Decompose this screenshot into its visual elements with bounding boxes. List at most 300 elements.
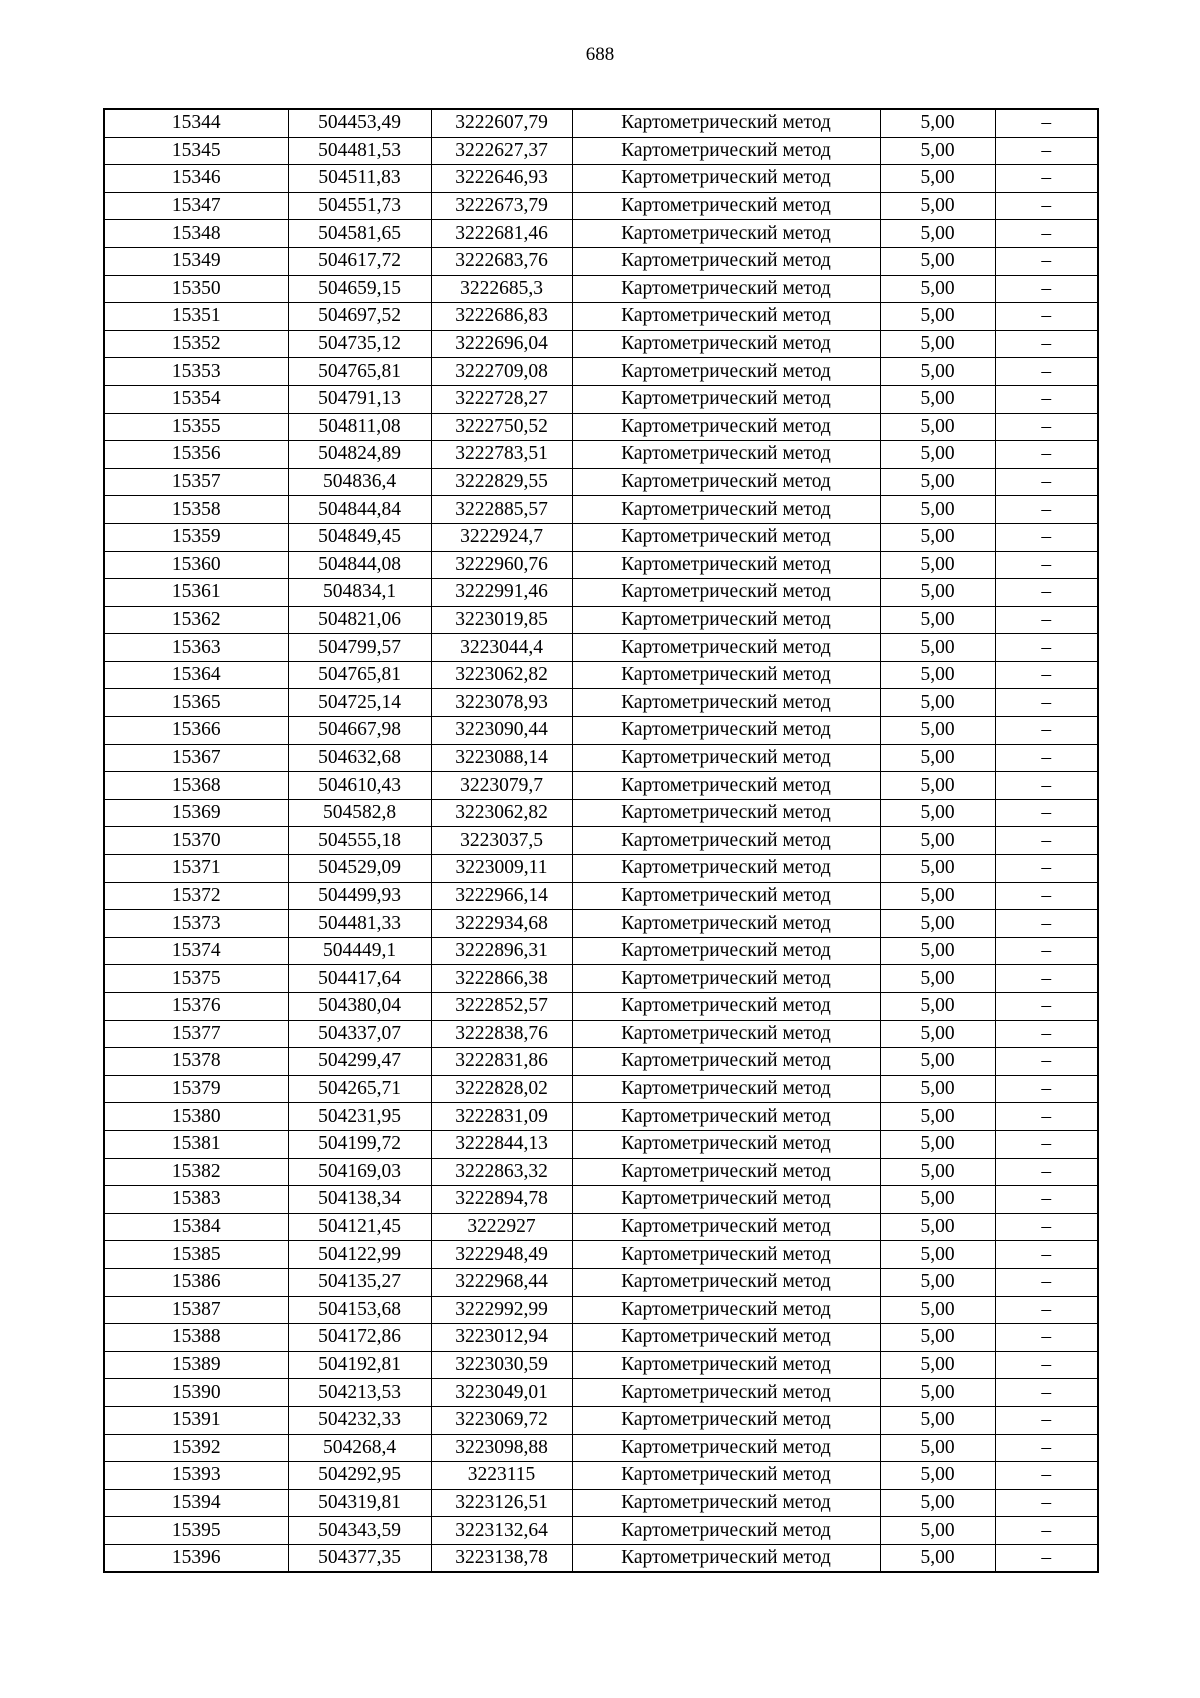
x-coordinate-cell: 504849,45 [288,523,431,551]
note-cell: – [995,965,1098,993]
note-cell: – [995,1048,1098,1076]
method-cell: Картометрический метод [572,965,880,993]
accuracy-cell: 5,00 [880,1075,995,1103]
x-coordinate-cell: 504610,43 [288,772,431,800]
point-number-cell: 15356 [104,441,288,469]
note-cell: – [995,1186,1098,1214]
point-number-cell: 15351 [104,303,288,331]
x-coordinate-cell: 504199,72 [288,1130,431,1158]
note-cell: – [995,1241,1098,1269]
note-cell: – [995,579,1098,607]
x-coordinate-cell: 504582,8 [288,799,431,827]
method-cell: Картометрический метод [572,1048,880,1076]
table-row [104,882,1098,910]
coordinates-table-body [104,109,1098,1572]
point-number-cell: 15372 [104,882,288,910]
y-coordinate-cell: 3222831,86 [431,1048,572,1076]
accuracy-cell: 5,00 [880,689,995,717]
point-number-cell: 15349 [104,247,288,275]
y-coordinate-cell: 3222894,78 [431,1186,572,1214]
note-cell: – [995,1020,1098,1048]
y-coordinate-cell: 3222924,7 [431,523,572,551]
table-row [104,1241,1098,1269]
method-cell: Картометрический метод [572,468,880,496]
y-coordinate-cell: 3222783,51 [431,441,572,469]
accuracy-cell: 5,00 [880,1544,995,1572]
x-coordinate-cell: 504529,09 [288,855,431,883]
method-cell: Картометрический метод [572,1268,880,1296]
table-row [104,109,1098,137]
table-row [104,910,1098,938]
accuracy-cell: 5,00 [880,965,995,993]
table-row [104,358,1098,386]
method-cell: Картометрический метод [572,303,880,331]
note-cell: – [995,882,1098,910]
x-coordinate-cell: 504844,08 [288,551,431,579]
y-coordinate-cell: 3222607,79 [431,109,572,137]
note-cell: – [995,496,1098,524]
method-cell: Картометрический метод [572,358,880,386]
accuracy-cell: 5,00 [880,1406,995,1434]
accuracy-cell: 5,00 [880,744,995,772]
y-coordinate-cell: 3222991,46 [431,579,572,607]
accuracy-cell: 5,00 [880,1462,995,1490]
x-coordinate-cell: 504844,84 [288,496,431,524]
table-row [104,1296,1098,1324]
method-cell: Картометрический метод [572,634,880,662]
point-number-cell: 15352 [104,330,288,358]
point-number-cell: 15376 [104,993,288,1021]
table-row [104,551,1098,579]
y-coordinate-cell: 3223088,14 [431,744,572,772]
x-coordinate-cell: 504765,81 [288,661,431,689]
y-coordinate-cell: 3222627,37 [431,137,572,165]
accuracy-cell: 5,00 [880,1186,995,1214]
x-coordinate-cell: 504581,65 [288,220,431,248]
point-number-cell: 15355 [104,413,288,441]
method-cell: Картометрический метод [572,330,880,358]
y-coordinate-cell: 3223126,51 [431,1489,572,1517]
point-number-cell: 15392 [104,1434,288,1462]
page-number: 688 [585,44,615,65]
note-cell: – [995,137,1098,165]
point-number-cell: 15364 [104,661,288,689]
y-coordinate-cell: 3223079,7 [431,772,572,800]
y-coordinate-cell: 3222686,83 [431,303,572,331]
point-number-cell: 15386 [104,1268,288,1296]
point-number-cell: 15394 [104,1489,288,1517]
point-number-cell: 15381 [104,1130,288,1158]
point-number-cell: 15361 [104,579,288,607]
accuracy-cell: 5,00 [880,1351,995,1379]
point-number-cell: 15383 [104,1186,288,1214]
accuracy-cell: 5,00 [880,661,995,689]
method-cell: Картометрический метод [572,606,880,634]
x-coordinate-cell: 504265,71 [288,1075,431,1103]
note-cell: – [995,827,1098,855]
note-cell: – [995,1324,1098,1352]
x-coordinate-cell: 504268,4 [288,1434,431,1462]
table-row [104,799,1098,827]
accuracy-cell: 5,00 [880,606,995,634]
accuracy-cell: 5,00 [880,1517,995,1545]
table-row [104,1103,1098,1131]
accuracy-cell: 5,00 [880,1268,995,1296]
x-coordinate-cell: 504697,52 [288,303,431,331]
method-cell: Картометрический метод [572,661,880,689]
accuracy-cell: 5,00 [880,1020,995,1048]
point-number-cell: 15365 [104,689,288,717]
point-number-cell: 15388 [104,1324,288,1352]
method-cell: Картометрический метод [572,855,880,883]
table-row [104,247,1098,275]
table-row [104,137,1098,165]
point-number-cell: 15362 [104,606,288,634]
method-cell: Картометрический метод [572,1020,880,1048]
y-coordinate-cell: 3222927 [431,1213,572,1241]
table-row [104,1379,1098,1407]
y-coordinate-cell: 3223138,78 [431,1544,572,1572]
accuracy-cell: 5,00 [880,772,995,800]
point-number-cell: 15366 [104,717,288,745]
y-coordinate-cell: 3223062,82 [431,799,572,827]
point-number-cell: 15345 [104,137,288,165]
method-cell: Картометрический метод [572,717,880,745]
note-cell: – [995,689,1098,717]
point-number-cell: 15350 [104,275,288,303]
point-number-cell: 15373 [104,910,288,938]
x-coordinate-cell: 504821,06 [288,606,431,634]
table-row [104,1048,1098,1076]
note-cell: – [995,993,1098,1021]
x-coordinate-cell: 504667,98 [288,717,431,745]
y-coordinate-cell: 3223062,82 [431,661,572,689]
method-cell: Картометрический метод [572,882,880,910]
table-row [104,993,1098,1021]
method-cell: Картометрический метод [572,192,880,220]
accuracy-cell: 5,00 [880,799,995,827]
note-cell: – [995,385,1098,413]
y-coordinate-cell: 3223132,64 [431,1517,572,1545]
table-row [104,606,1098,634]
table-row [104,579,1098,607]
note-cell: – [995,109,1098,137]
table-row [104,220,1098,248]
method-cell: Картометрический метод [572,579,880,607]
point-number-cell: 15375 [104,965,288,993]
point-number-cell: 15347 [104,192,288,220]
method-cell: Картометрический метод [572,1517,880,1545]
method-cell: Картометрический метод [572,220,880,248]
table-row [104,937,1098,965]
note-cell: – [995,468,1098,496]
table-row [104,1517,1098,1545]
point-number-cell: 15382 [104,1158,288,1186]
point-number-cell: 15344 [104,109,288,137]
y-coordinate-cell: 3223019,85 [431,606,572,634]
note-cell: – [995,744,1098,772]
y-coordinate-cell: 3223009,11 [431,855,572,883]
y-coordinate-cell: 3222844,13 [431,1130,572,1158]
note-cell: – [995,1544,1098,1572]
table-row [104,468,1098,496]
note-cell: – [995,192,1098,220]
y-coordinate-cell: 3222885,57 [431,496,572,524]
table-row [104,1324,1098,1352]
table-row [104,413,1098,441]
note-cell: – [995,717,1098,745]
accuracy-cell: 5,00 [880,303,995,331]
y-coordinate-cell: 3223030,59 [431,1351,572,1379]
note-cell: – [995,165,1098,193]
y-coordinate-cell: 3222866,38 [431,965,572,993]
method-cell: Картометрический метод [572,1544,880,1572]
point-number-cell: 15384 [104,1213,288,1241]
x-coordinate-cell: 504319,81 [288,1489,431,1517]
method-cell: Картометрический метод [572,165,880,193]
table-row [104,303,1098,331]
point-number-cell: 15358 [104,496,288,524]
table-row [104,634,1098,662]
method-cell: Картометрический метод [572,1296,880,1324]
accuracy-cell: 5,00 [880,441,995,469]
x-coordinate-cell: 504153,68 [288,1296,431,1324]
note-cell: – [995,413,1098,441]
accuracy-cell: 5,00 [880,1241,995,1269]
method-cell: Картометрический метод [572,993,880,1021]
accuracy-cell: 5,00 [880,634,995,662]
table-row [104,827,1098,855]
point-number-cell: 15353 [104,358,288,386]
table-row [104,717,1098,745]
point-number-cell: 15357 [104,468,288,496]
note-cell: – [995,1406,1098,1434]
accuracy-cell: 5,00 [880,468,995,496]
y-coordinate-cell: 3222709,08 [431,358,572,386]
x-coordinate-cell: 504551,73 [288,192,431,220]
point-number-cell: 15385 [104,1241,288,1269]
note-cell: – [995,1296,1098,1324]
x-coordinate-cell: 504659,15 [288,275,431,303]
table-row [104,165,1098,193]
accuracy-cell: 5,00 [880,993,995,1021]
note-cell: – [995,1489,1098,1517]
note-cell: – [995,1434,1098,1462]
x-coordinate-cell: 504138,34 [288,1186,431,1214]
method-cell: Картометрический метод [572,689,880,717]
note-cell: – [995,1379,1098,1407]
point-number-cell: 15387 [104,1296,288,1324]
x-coordinate-cell: 504449,1 [288,937,431,965]
x-coordinate-cell: 504799,57 [288,634,431,662]
accuracy-cell: 5,00 [880,220,995,248]
point-number-cell: 15363 [104,634,288,662]
point-number-cell: 15393 [104,1462,288,1490]
method-cell: Картометрический метод [572,1241,880,1269]
note-cell: – [995,1130,1098,1158]
method-cell: Картометрический метод [572,1462,880,1490]
x-coordinate-cell: 504380,04 [288,993,431,1021]
table-row [104,523,1098,551]
accuracy-cell: 5,00 [880,1489,995,1517]
x-coordinate-cell: 504499,93 [288,882,431,910]
y-coordinate-cell: 3222838,76 [431,1020,572,1048]
x-coordinate-cell: 504453,49 [288,109,431,137]
accuracy-cell: 5,00 [880,330,995,358]
note-cell: – [995,606,1098,634]
accuracy-cell: 5,00 [880,579,995,607]
accuracy-cell: 5,00 [880,496,995,524]
note-cell: – [995,1213,1098,1241]
point-number-cell: 15389 [104,1351,288,1379]
point-number-cell: 15359 [104,523,288,551]
method-cell: Картометрический метод [572,1213,880,1241]
method-cell: Картометрический метод [572,1075,880,1103]
point-number-cell: 15391 [104,1406,288,1434]
table-row [104,1406,1098,1434]
table-row [104,385,1098,413]
y-coordinate-cell: 3223069,72 [431,1406,572,1434]
y-coordinate-cell: 3222829,55 [431,468,572,496]
x-coordinate-cell: 504343,59 [288,1517,431,1545]
accuracy-cell: 5,00 [880,882,995,910]
note-cell: – [995,1351,1098,1379]
method-cell: Картометрический метод [572,1186,880,1214]
x-coordinate-cell: 504122,99 [288,1241,431,1269]
y-coordinate-cell: 3222728,27 [431,385,572,413]
y-coordinate-cell: 3222896,31 [431,937,572,965]
point-number-cell: 15346 [104,165,288,193]
accuracy-cell: 5,00 [880,192,995,220]
note-cell: – [995,275,1098,303]
x-coordinate-cell: 504337,07 [288,1020,431,1048]
note-cell: – [995,1103,1098,1131]
table-row [104,496,1098,524]
method-cell: Картометрический метод [572,744,880,772]
point-number-cell: 15379 [104,1075,288,1103]
y-coordinate-cell: 3222960,76 [431,551,572,579]
table-row [104,1544,1098,1572]
x-coordinate-cell: 504213,53 [288,1379,431,1407]
note-cell: – [995,220,1098,248]
point-number-cell: 15354 [104,385,288,413]
y-coordinate-cell: 3223115 [431,1462,572,1490]
x-coordinate-cell: 504811,08 [288,413,431,441]
table-row [104,772,1098,800]
x-coordinate-cell: 504511,83 [288,165,431,193]
accuracy-cell: 5,00 [880,855,995,883]
note-cell: – [995,441,1098,469]
table-row [104,1186,1098,1214]
x-coordinate-cell: 504231,95 [288,1103,431,1131]
x-coordinate-cell: 504292,95 [288,1462,431,1490]
table-row [104,744,1098,772]
method-cell: Картометрический метод [572,937,880,965]
accuracy-cell: 5,00 [880,247,995,275]
note-cell: – [995,634,1098,662]
x-coordinate-cell: 504481,53 [288,137,431,165]
table-row [104,1158,1098,1186]
accuracy-cell: 5,00 [880,1379,995,1407]
method-cell: Картометрический метод [572,799,880,827]
method-cell: Картометрический метод [572,1130,880,1158]
y-coordinate-cell: 3222828,02 [431,1075,572,1103]
x-coordinate-cell: 504135,27 [288,1268,431,1296]
y-coordinate-cell: 3222968,44 [431,1268,572,1296]
y-coordinate-cell: 3223037,5 [431,827,572,855]
method-cell: Картометрический метод [572,109,880,137]
method-cell: Картометрический метод [572,385,880,413]
method-cell: Картометрический метод [572,1489,880,1517]
point-number-cell: 15371 [104,855,288,883]
method-cell: Картометрический метод [572,1351,880,1379]
method-cell: Картометрический метод [572,496,880,524]
method-cell: Картометрический метод [572,247,880,275]
table-row [104,661,1098,689]
x-coordinate-cell: 504417,64 [288,965,431,993]
accuracy-cell: 5,00 [880,137,995,165]
accuracy-cell: 5,00 [880,1213,995,1241]
point-number-cell: 15360 [104,551,288,579]
x-coordinate-cell: 504617,72 [288,247,431,275]
x-coordinate-cell: 504121,45 [288,1213,431,1241]
accuracy-cell: 5,00 [880,1103,995,1131]
note-cell: – [995,772,1098,800]
x-coordinate-cell: 504735,12 [288,330,431,358]
y-coordinate-cell: 3222852,57 [431,993,572,1021]
accuracy-cell: 5,00 [880,551,995,579]
method-cell: Картометрический метод [572,772,880,800]
method-cell: Картометрический метод [572,1379,880,1407]
x-coordinate-cell: 504481,33 [288,910,431,938]
accuracy-cell: 5,00 [880,275,995,303]
method-cell: Картометрический метод [572,413,880,441]
y-coordinate-cell: 3222646,93 [431,165,572,193]
point-number-cell: 15369 [104,799,288,827]
accuracy-cell: 5,00 [880,717,995,745]
point-number-cell: 15367 [104,744,288,772]
table-row [104,1351,1098,1379]
y-coordinate-cell: 3222831,09 [431,1103,572,1131]
table-row [104,1462,1098,1490]
point-number-cell: 15377 [104,1020,288,1048]
table-row [104,1268,1098,1296]
method-cell: Картометрический метод [572,910,880,938]
x-coordinate-cell: 504765,81 [288,358,431,386]
method-cell: Картометрический метод [572,1158,880,1186]
accuracy-cell: 5,00 [880,1324,995,1352]
table-row [104,1130,1098,1158]
accuracy-cell: 5,00 [880,1158,995,1186]
note-cell: – [995,855,1098,883]
accuracy-cell: 5,00 [880,910,995,938]
accuracy-cell: 5,00 [880,385,995,413]
point-number-cell: 15378 [104,1048,288,1076]
point-number-cell: 15395 [104,1517,288,1545]
table-row [104,1075,1098,1103]
table-row [104,275,1098,303]
x-coordinate-cell: 504232,33 [288,1406,431,1434]
method-cell: Картометрический метод [572,1406,880,1434]
note-cell: – [995,937,1098,965]
point-number-cell: 15348 [104,220,288,248]
y-coordinate-cell: 3222685,3 [431,275,572,303]
method-cell: Картометрический метод [572,137,880,165]
table-row [104,855,1098,883]
y-coordinate-cell: 3223090,44 [431,717,572,745]
note-cell: – [995,1462,1098,1490]
method-cell: Картометрический метод [572,827,880,855]
